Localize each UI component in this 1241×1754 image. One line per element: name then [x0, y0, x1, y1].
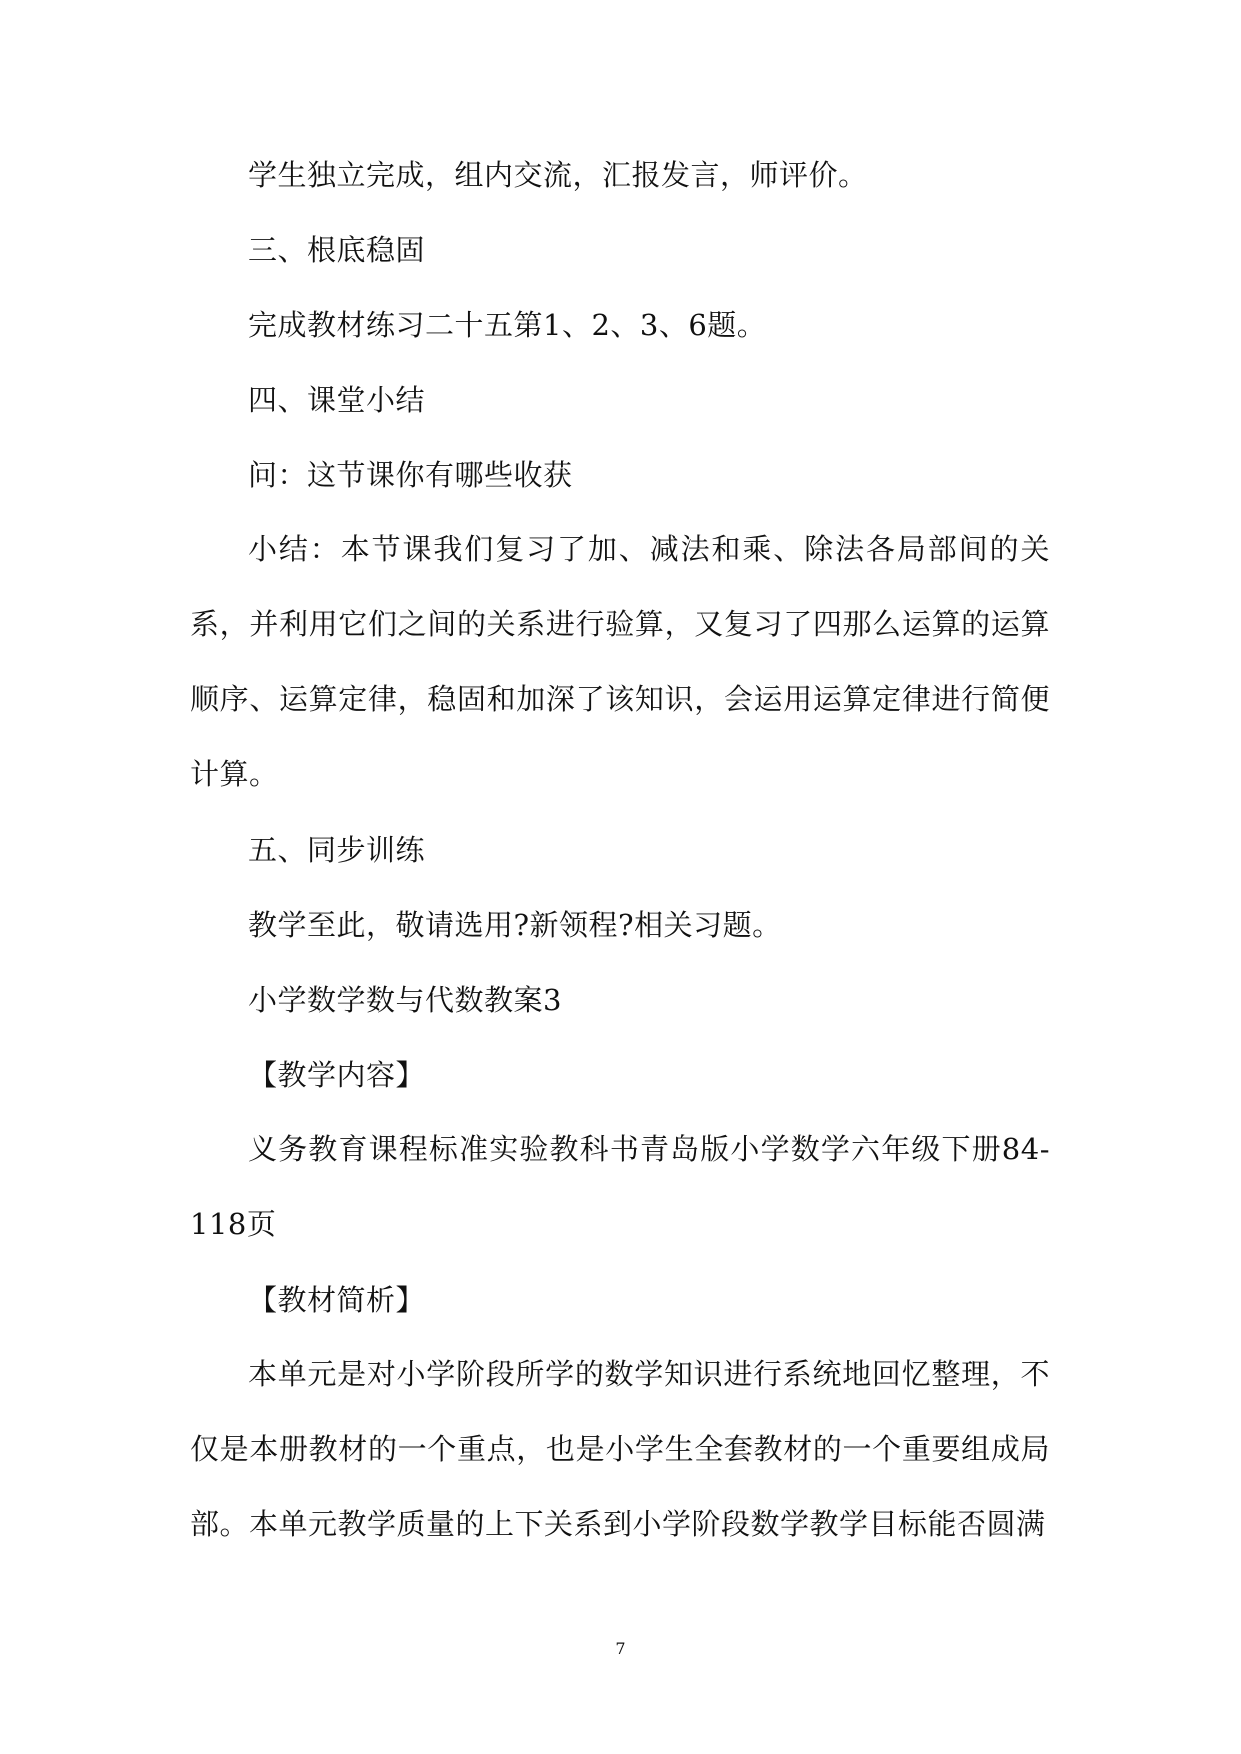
section-heading: 三、根底稳固	[248, 233, 426, 267]
section-heading: 五、同步训练	[248, 833, 426, 867]
analysis-paragraph: 本单元是对小学阶段所学的数学知识进行系统地回忆整理，不仅是本册教材的一个重点，也是小学生全套教材的一个重要组成局部。本单元教学质量的上下关系到小学阶段数学教学目标能否圆满	[190, 1357, 1050, 1541]
text-line: 教学至此，敬请选用?新领程?相关习题。	[248, 908, 782, 942]
section-heading: 四、课堂小结	[248, 383, 426, 417]
summary-paragraph: 小结：本节课我们复习了加、减法和乘、除法各局部间的关系，并利用它们之间的关系进行验算，又复习了四那么运算的运算顺序、运算定律，稳固和加深了该知识，会运用运算定律进行简便计算。	[190, 532, 1050, 791]
subsection-heading: 【教材简析】	[248, 1283, 426, 1317]
page-number: 7	[615, 1639, 626, 1658]
text-line: 完成教材练习二十五第1、2、3、6题。	[248, 308, 767, 342]
text-line: 问：这节课你有哪些收获	[248, 458, 573, 492]
content-paragraph: 义务教育课程标准实验教科书青岛版小学数学六年级下册84-118页	[190, 1132, 1050, 1241]
subsection-heading: 【教学内容】	[248, 1058, 426, 1092]
text-line: 学生独立完成，组内交流，汇报发言，师评价。	[248, 158, 868, 192]
lesson-title: 小学数学数与代数教案3	[248, 983, 562, 1017]
